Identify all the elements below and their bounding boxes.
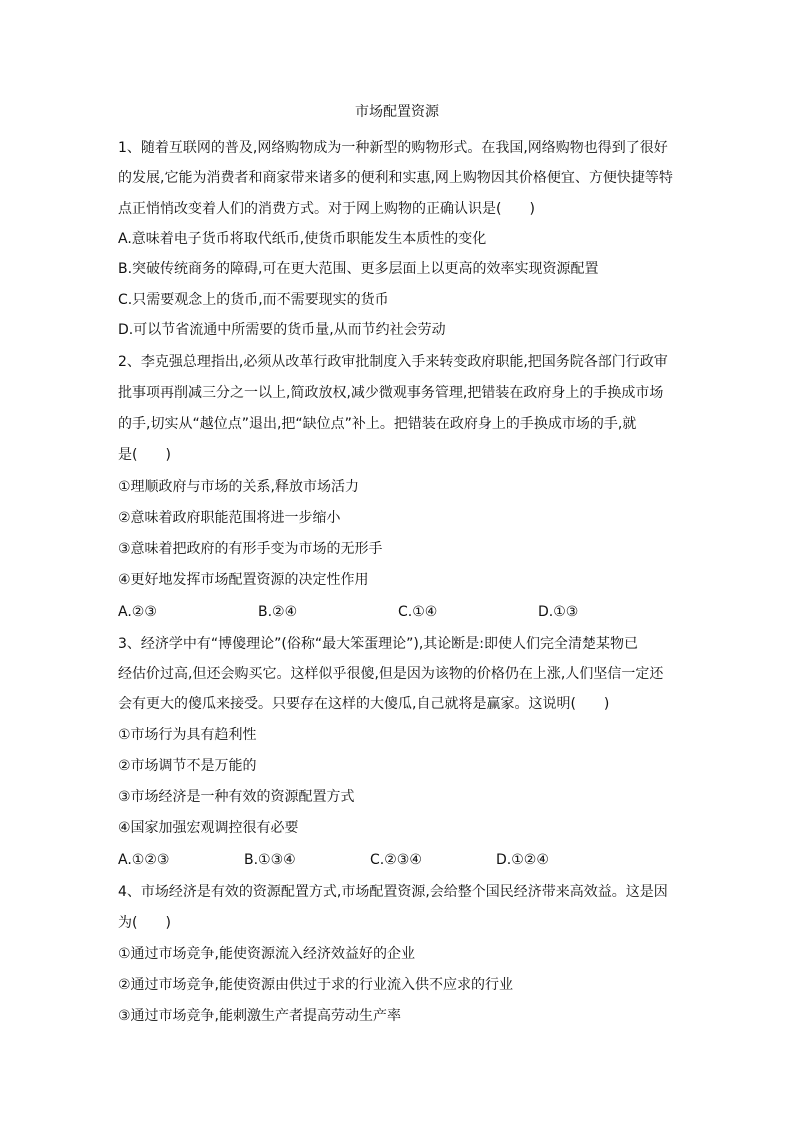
q2-item-4: ④更好地发挥市场配置资源的决定性作用 [118,572,369,588]
q4-item-1: ①通过市场竞争,能使资源流入经济效益好的企业 [118,946,415,962]
q2-item-1: ①理顺政府与市场的关系,释放市场活力 [118,479,359,495]
q4-line-2: 为( ) [118,915,171,931]
q3-item-2: ②市场调节不是万能的 [118,758,257,774]
q3-item-4: ④国家加强宏观调控很有必要 [118,820,299,836]
page-title: 市场配置资源 [355,104,439,120]
q4-item-2: ②通过市场竞争,能使资源由供过于求的行业流入供不应求的行业 [118,977,513,993]
q1-line-3: 点正悄悄改变着人们的消费方式。对于网上购物的正确认识是( ) [118,201,535,217]
q2-choice-b: B.②④ [258,604,298,620]
q3-choice-c: C.②③④ [370,852,422,868]
q2-line-1: 2、李克强总理指出,必须从改革行政审批制度入手来转变政府职能,把国务院各部门行政审 [118,354,668,370]
q1-line-2: 的发展,它能为消费者和商家带来诸多的便利和实惠,网上购物因其价格便宜、方便快捷等特 [118,170,673,186]
q1-option-c: C.只需要观念上的货币,而不需要现实的货币 [118,292,389,308]
q2-line-3: 的手,切实从“越位点”退出,把“缺位点”补上。把错装在政府身上的手换成市场的手,就 [118,416,637,432]
q2-choice-c: C.①④ [398,604,438,620]
q3-item-3: ③市场经济是一种有效的资源配置方式 [118,789,355,805]
q2-line-2: 批事项再削减三分之一以上,简政放权,减少微观事务管理,把错装在政府身上的手换成市场 [118,385,664,401]
q2-line-4: 是( ) [118,447,171,463]
q1-option-d: D.可以节省流通中所需要的货币量,从而节约社会劳动 [118,322,446,338]
q1-option-b: B.突破传统商务的障碍,可在更大范围、更多层面上以更高的效率实现资源配置 [118,261,599,277]
q4-line-1: 4、市场经济是有效的资源配置方式,市场配置资源,会给整个国民经济带来高效益。这是因 [118,884,668,900]
q3-item-1: ①市场行为具有趋利性 [118,727,257,743]
q3-choice-b: B.①③④ [244,852,296,868]
q2-item-2: ②意味着政府职能范围将进一步缩小 [118,510,341,526]
q1-line-1: 1、随着互联网的普及,网络购物成为一种新型的购物形式。在我国,网络购物也得到了很好 [118,140,668,156]
q3-choice-a: A.①②③ [118,852,170,868]
q2-choice-d: D.①③ [538,604,579,620]
q3-line-1: 3、经济学中有“博傻理论”(俗称“最大笨蛋理论”),其论断是:即使人们完全清楚某物已 [118,636,639,652]
q2-item-3: ③意味着把政府的有形手变为市场的无形手 [118,541,383,557]
q2-choice-a: A.②③ [118,604,157,620]
q3-line-3: 会有更大的傻瓜来接受。只要存在这样的大傻瓜,自己就将是赢家。这说明( ) [118,696,610,712]
q3-line-2: 经估价过高,但还会购买它。这样似乎很傻,但是因为该物的价格仍在上涨,人们坚信一定还 [118,666,664,682]
q4-item-3: ③通过市场竞争,能刺激生产者提高劳动生产率 [118,1008,401,1024]
q3-choice-d: D.①②④ [496,852,549,868]
q1-option-a: A.意味着电子货币将取代纸币,使货币职能发生本质性的变化 [118,231,487,247]
